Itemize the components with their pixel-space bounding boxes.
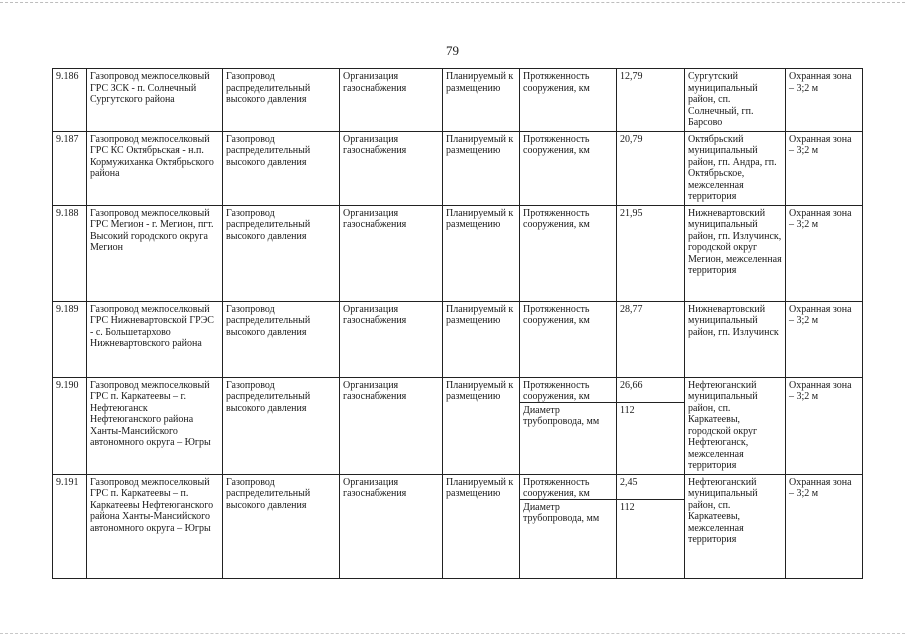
param-label: Диаметр трубопровода, мм: [523, 501, 600, 524]
param-value: 28,77: [617, 301, 685, 377]
param-value: 20,79: [617, 131, 685, 205]
row-number: 9.187: [53, 131, 87, 205]
object-location: Нижневартовский муниципальный район, гп. Излучинск, городской округ Мегион, межселенная территория: [685, 205, 786, 301]
page-number: 79: [446, 43, 459, 58]
param-label: Протяженность сооружения, км: [520, 69, 617, 132]
row-number: 9.191: [53, 474, 87, 578]
object-type: Газопровод распределительный высокого давления: [223, 205, 340, 301]
param-value: 112: [620, 404, 635, 416]
object-purpose: Организация газоснабжения: [340, 131, 443, 205]
protection-zone: Охранная зона – 3;2 м: [786, 474, 863, 578]
protection-zone: Охранная зона – 3;2 м: [786, 205, 863, 301]
object-location: Сургутский муниципальный район, сп. Солнечный, гп. Барсово: [685, 69, 786, 132]
param-labels: [520, 377, 617, 474]
protection-zone: Охранная зона – 3;2 м: [786, 377, 863, 474]
row-number: 9.188: [53, 205, 87, 301]
param-label: Протяженность сооружения, км: [520, 475, 616, 500]
object-purpose: Организация газоснабжения: [340, 377, 443, 474]
object-status: Планируемый к размещению: [443, 377, 520, 474]
table-row: [53, 377, 863, 474]
object-type: Газопровод распределительный высокого давления: [223, 377, 340, 474]
object-name: Газопровод межпоселковый ГРС п. Каркатеевы – п. Каркатеевы Нефтеюганского района Ханты-Мансийского автономного округа – Югры: [87, 474, 223, 578]
protection-zone: Охранная зона – 3;2 м: [786, 301, 863, 377]
param-label: Протяженность сооружения, км: [520, 205, 617, 301]
param-value: 12,79: [617, 69, 685, 132]
object-name: Газопровод межпоселковый ГРС Нижневартовской ГРЭС - с. Большетархово Нижневартовского района: [87, 301, 223, 377]
object-purpose: Организация газоснабжения: [340, 69, 443, 132]
object-name: Газопровод межпоселковый ГРС п. Каркатеевы – г. Нефтеюганск Нефтеюганского района Ханты-Мансийского автономного округа – Югры: [87, 377, 223, 474]
protection-zone: Охранная зона – 3;2 м: [786, 131, 863, 205]
scan-top-edge: [0, 2, 905, 3]
object-status: Планируемый к размещению: [443, 69, 520, 132]
object-status: Планируемый к размещению: [443, 301, 520, 377]
param-label: Диаметр трубопровода, мм: [523, 404, 600, 427]
table-row: [53, 205, 863, 301]
object-type: Газопровод распределительный высокого давления: [223, 131, 340, 205]
object-purpose: Организация газоснабжения: [340, 474, 443, 578]
objects-table: [52, 68, 863, 579]
param-label: Протяженность сооружения, км: [520, 378, 616, 403]
table-row: [53, 474, 863, 578]
object-name: Газопровод межпоселковый ГРС КС Октябрьская - н.п. Кормужиханка Октябрьского района: [87, 131, 223, 205]
row-number: 9.186: [53, 69, 87, 132]
param-label: Протяженность сооружения, км: [520, 301, 617, 377]
object-status: Планируемый к размещению: [443, 474, 520, 578]
protection-zone: Охранная зона – 3;2 м: [786, 69, 863, 132]
object-location: Нефтеюганский муниципальный район, сп. Каркатеевы, городской округ Нефтеюганск, межселенная территория: [685, 377, 786, 474]
object-location: Октябрьский муниципальный район, гп. Андра, гп. Октябрьское, межселенная территория: [685, 131, 786, 205]
object-purpose: Организация газоснабжения: [340, 301, 443, 377]
table-row: [53, 69, 863, 132]
object-status: Планируемый к размещению: [443, 205, 520, 301]
param-value: 21,95: [617, 205, 685, 301]
object-location: Нефтеюганский муниципальный район, сп. Каркатеевы, межселенная территория: [685, 474, 786, 578]
table-row: [53, 131, 863, 205]
object-type: Газопровод распределительный высокого давления: [223, 301, 340, 377]
object-location: Нижневартовский муниципальный район, гп. Излучинск: [685, 301, 786, 377]
object-type: Газопровод распределительный высокого давления: [223, 474, 340, 578]
scan-bottom-edge: [0, 633, 905, 634]
param-value: 112: [620, 501, 635, 513]
object-type: Газопровод распределительный высокого давления: [223, 69, 340, 132]
row-number: 9.190: [53, 377, 87, 474]
object-name: Газопровод межпоселковый ГРС Мегион - г. Мегион, пгт. Высокий городского округа Мегион: [87, 205, 223, 301]
object-purpose: Организация газоснабжения: [340, 205, 443, 301]
param-values: [617, 377, 685, 474]
row-number: 9.189: [53, 301, 87, 377]
param-label: Протяженность сооружения, км: [520, 131, 617, 205]
param-value: 2,45: [617, 475, 684, 500]
object-name: Газопровод межпоселковый ГРС ЗСК - п. Солнечный Сургутского района: [87, 69, 223, 132]
table-body: [53, 69, 863, 579]
table-row: [53, 301, 863, 377]
param-value: 26,66: [617, 378, 684, 403]
param-values: [617, 474, 685, 578]
param-labels: [520, 474, 617, 578]
object-status: Планируемый к размещению: [443, 131, 520, 205]
